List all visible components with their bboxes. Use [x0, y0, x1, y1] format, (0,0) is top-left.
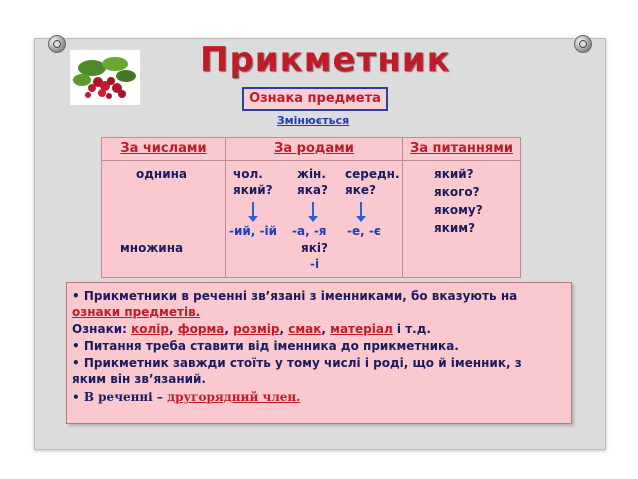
separator: , [279, 322, 289, 336]
arrow-down-icon [360, 202, 362, 218]
question-neuter: яке? [345, 183, 376, 197]
question-masculine: який? [233, 183, 273, 197]
column-divider [225, 138, 226, 277]
gender-feminine: жін. [297, 167, 326, 181]
arrow-down-icon [252, 202, 254, 218]
note-line-2 [72, 321, 431, 337]
ending-neuter: -е, -є [347, 224, 381, 238]
ending-masculine: -ий, -ій [229, 224, 278, 238]
plural-ending: -і [310, 257, 320, 271]
feature-color: колір [131, 322, 169, 336]
question-3: якому? [434, 203, 483, 217]
note-line-5 [72, 389, 300, 405]
question-4: яким? [434, 221, 476, 235]
header-by-number: За числами [120, 141, 207, 156]
feature-size: розмір [233, 322, 280, 336]
page-title: Прикметник [200, 40, 451, 80]
feature-shape: форма [177, 322, 225, 336]
arrow-down-icon [312, 202, 314, 218]
header-by-question: За питаннями [410, 141, 513, 156]
separator: , [168, 322, 178, 336]
pushpin-icon [574, 35, 592, 53]
pushpin-icon [48, 35, 66, 53]
column-divider [402, 138, 403, 277]
note-line-4: • Прикметник завжди стоїть у тому числі і роді, що й іменник, з [72, 356, 522, 370]
berries-image [70, 50, 140, 105]
question-1: який? [434, 167, 474, 181]
note-line-5-highlight: другорядний член. [167, 390, 301, 404]
properties-table [101, 137, 521, 278]
ending-feminine: -а, -я [292, 224, 327, 238]
features-label: Ознаки: [72, 322, 132, 336]
question-feminine: яка? [297, 183, 328, 197]
header-by-gender: За родами [274, 141, 354, 156]
berries-photo [70, 50, 140, 105]
note-line-1: • Прикметники в реченні зв’язані з іменниками, бо вказують на [72, 289, 518, 303]
note-line-4-cont: яким він зв’язаний. [72, 372, 206, 386]
note-line-1-highlight: ознаки предметів. [72, 305, 201, 319]
features-tail: і т.д. [392, 322, 431, 336]
question-2: якого? [434, 185, 480, 199]
note-line-3: • Питання треба ставити від іменника до прикметника. [72, 339, 459, 353]
feature-taste: смак [288, 322, 322, 336]
notes-box [66, 282, 572, 424]
note-line-5-start: • В реченні – [72, 390, 168, 404]
table-header-row [102, 138, 520, 161]
separator: , [321, 322, 331, 336]
plural-question: які? [301, 241, 328, 255]
gender-masculine: чол. [233, 167, 263, 181]
gender-neuter: середн. [345, 167, 400, 181]
feature-material: матеріал [330, 322, 393, 336]
subtitle-box: Ознака предмета [242, 87, 388, 111]
changes-label: Змінюється [276, 114, 350, 127]
cell-plural: множина [120, 241, 184, 255]
cell-singular: однина [136, 167, 188, 181]
separator: , [224, 322, 234, 336]
